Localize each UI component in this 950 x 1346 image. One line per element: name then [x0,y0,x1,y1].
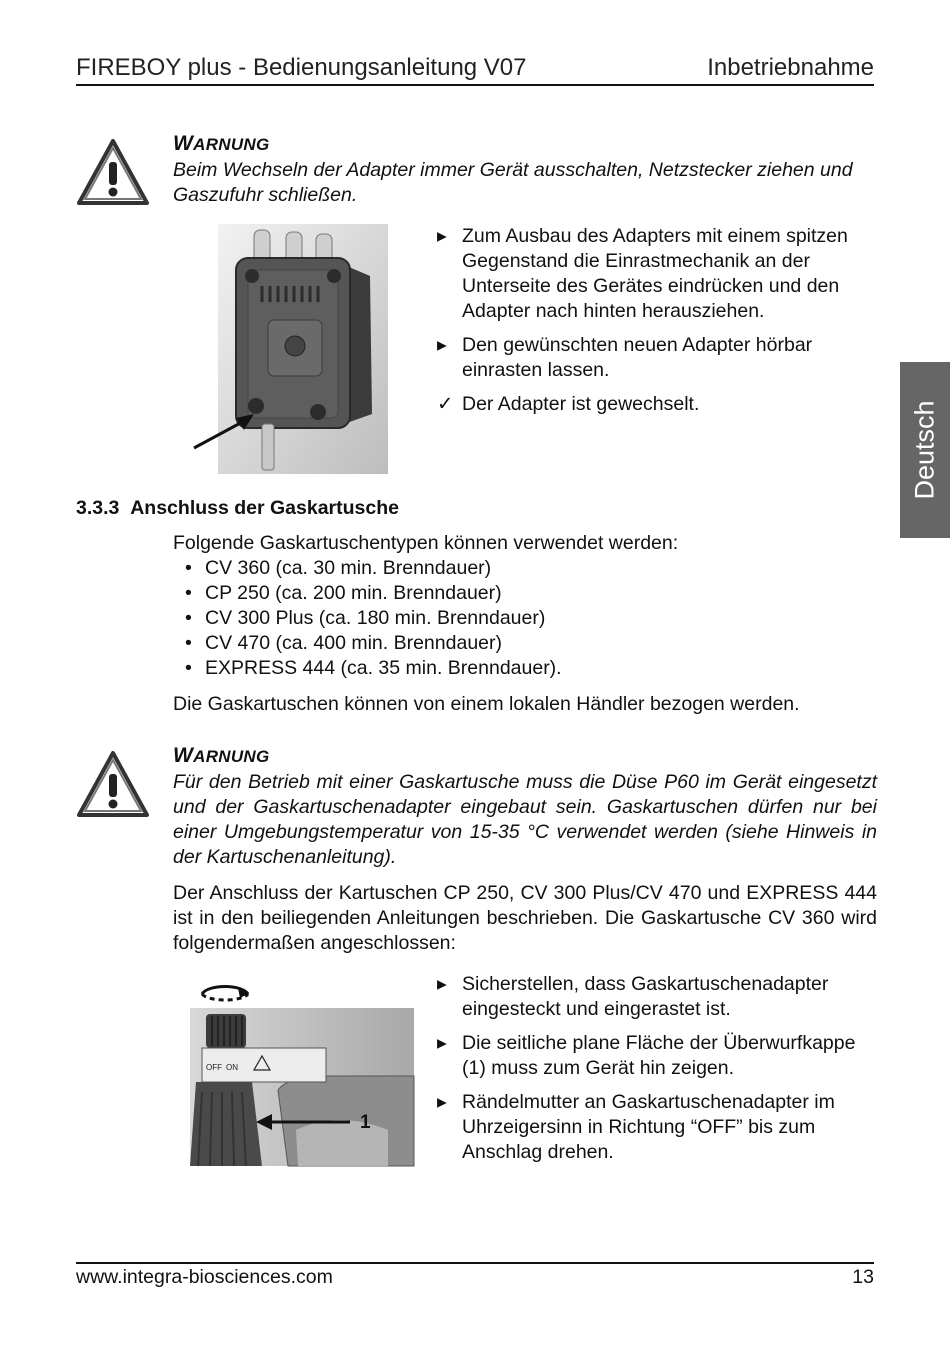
list-item: • CV 360 (ca. 30 min. Brenndauer) [185,557,492,579]
footer-url: www.integra-biosciences.com [76,1266,333,1288]
language-tab [900,362,950,538]
cartridge-intro: Folgende Gaskartuschentypen können verwendet werden: • CV 360 (ca. 30 min. Brenndauer) • CP 250 (ca. 200 min. Brenndauer) • CV 300 Plus (ca. 180 min. Brenndauer) • CV 470 (ca. 400 min. Brenndauer) • EXPRESS 444 (ca. 35 min. Brenndauer). [173,531,877,681]
callout-number: 1 [360,1112,371,1133]
list-item: • EXPRESS 444 (ca. 35 min. Brenndauer). [185,657,562,679]
list-item: • CP 250 (ca. 200 min. Brenndauer) [185,582,502,604]
step-orient-cap: ▸ Die seitliche plane Fläche der Überwurfkappe (1) muss zum Gerät hin zeigen. [437,1032,856,1079]
warning-title: WARNUNG [173,132,270,155]
header-section: Inbetriebnahme [707,54,874,81]
list-item: • CV 470 (ca. 400 min. Brenndauer) [185,632,502,654]
step-turn-nut: ▸ Rändelmutter an Gaskartuschenadapter im Uhrzeigersinn in Richtung “OFF” bis zum Anschlag drehen. [437,1091,835,1163]
warning-text: Beim Wechseln der Adapter immer Gerät ausschalten, Netzstecker ziehen und Gaszufuhr schließen. [173,159,853,206]
arrow-bullet-icon: ▸ [437,973,447,995]
step-remove-adapter: ▸ Zum Ausbau des Adapters mit einem spitzen Gegenstand die Einrastmechanik an der Unterseite des Gerätes eindrücken und den Adapter nach hinten herausziehen. [437,225,848,322]
arrow-bullet-icon: ▸ [437,1032,447,1054]
checkmark-icon: ✓ [437,393,454,415]
language-tab-label: Deutsch [909,400,940,500]
step-insert-adapter: ▸ Den gewünschten neuen Adapter hörbar einrasten lassen. [437,334,813,381]
warning-triangle-icon [76,750,150,818]
connection-text: Der Anschluss der Kartuschen CP 250, CV 300 Plus/CV 470 und EXPRESS 444 ist in den beiliegenden Anleitungen beschrieben. Die Gaskartusche CV 360 wird folgendermaßen angeschlossen: [173,882,877,954]
label-on: ON [226,1063,238,1072]
arrow-bullet-icon: ▸ [437,225,447,247]
list-item: • CV 300 Plus (ca. 180 min. Brenndauer) [185,607,546,629]
step-check-adapter: ▸ Sicherstellen, dass Gaskartuschenadapter eingesteckt und eingerastet ist. [437,973,829,1020]
header-title: FIREBOY plus - Bedienungsanleitung V07 [76,54,527,81]
dealer-note: Die Gaskartuschen können von einem lokalen Händler bezogen werden. [173,693,800,715]
page-number: 13 [852,1266,874,1288]
section-number: 3.3.3 [76,497,120,519]
arrow-bullet-icon: ▸ [437,334,447,356]
label-off: OFF [206,1063,222,1072]
arrow-bullet-icon: ▸ [437,1091,447,1113]
section-heading [76,497,399,520]
cartridge-adapter-figure [188,980,416,1168]
warning-title: WARNUNG [173,744,270,767]
footer-rule [76,1262,874,1264]
device-underside-figure [192,224,390,476]
cartridge-type-list [173,556,877,681]
warning-triangle-icon [76,138,150,206]
warning-text: Für den Betrieb mit einer Gaskartusche muss die Düse P60 im Gerät eingesetzt und der Gaskartuschenadapter eingebaut sein. Gaskartuschen dürfen nur bei einer Umgebungstemperatur von 15-35 °C verwendet werden (siehe Hinweis in der Kartuschenanleitung). [173,771,877,868]
header-rule [76,84,874,86]
step-result: ✓ Der Adapter ist gewechselt. [437,393,700,415]
section-title: Anschluss der Gaskartusche [130,497,400,519]
